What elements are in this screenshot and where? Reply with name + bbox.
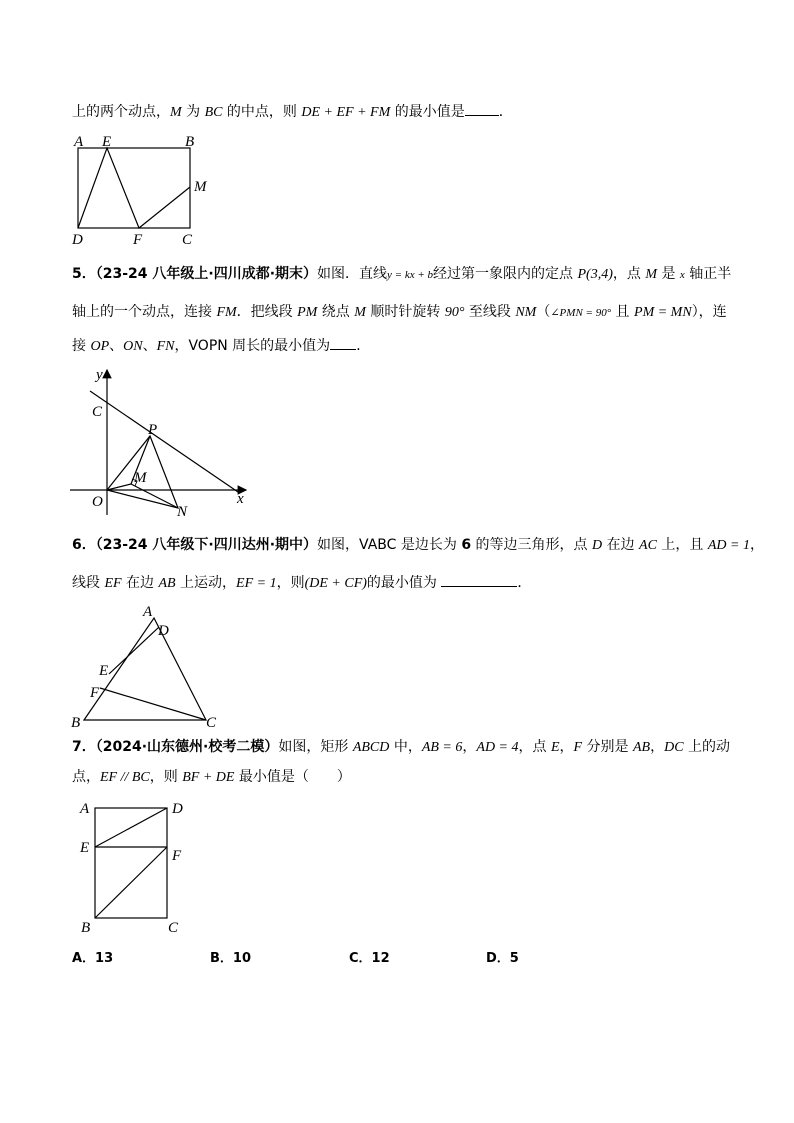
q7-text: 最小值是（ ）	[234, 769, 351, 785]
q7-text: 上的动	[683, 739, 730, 755]
q6-text: 在边	[602, 537, 640, 553]
q5-angle: 90°	[444, 305, 465, 320]
q6-text: 线段	[72, 575, 105, 591]
q5-segment-pm: PM	[297, 305, 318, 320]
q4-label-d: D	[72, 232, 83, 248]
q5-text: 如图．直线	[317, 266, 388, 282]
q6-ad-value: AD = 1	[707, 538, 750, 553]
q4-expression: DE + EF + FM	[301, 105, 391, 120]
q5-text: 经过第一象限内的定点	[433, 266, 578, 282]
q5-text: 、	[142, 338, 157, 354]
q5-text: 且	[611, 304, 635, 320]
q4-point-m: M	[170, 105, 182, 120]
q7-option-d[interactable]: D．5	[486, 951, 519, 966]
q6-side-ac: AC	[639, 538, 657, 553]
q4-text: ．	[498, 104, 513, 120]
q6-segment-ef: EF	[104, 576, 122, 591]
q5-text: 顺时针旋转	[365, 304, 445, 320]
q6-label-c: C	[206, 715, 217, 731]
q7-point-f: F	[573, 740, 583, 755]
q4-label-a: A	[74, 134, 84, 150]
q5-text: ．	[356, 338, 371, 354]
q6-text: 上，且	[656, 537, 708, 553]
q6-side-length: 6	[461, 537, 472, 553]
q7-parallel-condition: EF // BC	[100, 770, 150, 785]
q5-text: 轴上的一个动点，连接	[72, 304, 217, 320]
q5-text: 绕点	[317, 304, 355, 320]
q6-number: 6．	[72, 537, 96, 553]
q6-segment-de	[109, 627, 159, 674]
q5-segment-fm: FM	[216, 305, 237, 320]
q6-text: 如图，	[317, 537, 360, 553]
q7-side-dc: DC	[664, 740, 684, 755]
q6-text: ，	[749, 537, 764, 553]
q7-text: ，	[650, 739, 665, 755]
q5-text: 接	[72, 338, 91, 354]
q7-label-a: A	[80, 801, 90, 817]
q7-label-d: D	[172, 801, 183, 817]
q6-side-ab: AB	[158, 576, 176, 591]
q6-expression: (DE + CF)	[304, 576, 367, 591]
q5-text: ．把线段	[236, 304, 298, 320]
q6-text: 在边	[121, 575, 159, 591]
q5-line-2	[72, 302, 727, 323]
q6-segment-fc	[100, 688, 206, 720]
q6-figure	[70, 600, 230, 732]
q7-text: 如图，矩形	[278, 739, 353, 755]
q6-text: ，则	[276, 575, 305, 591]
q6-line-2	[72, 572, 531, 594]
q7-text: ，	[559, 739, 574, 755]
q5-text: 周长的最小值为	[227, 338, 331, 354]
q7-segment-bf	[95, 847, 167, 918]
q6-label-e: E	[99, 663, 109, 679]
q5-text: （	[536, 304, 551, 320]
q7-line-1	[72, 737, 730, 758]
q6-answer-blank	[441, 572, 517, 587]
q7-segment-ed	[95, 808, 167, 847]
q5-label-p: P	[148, 422, 158, 438]
q5-point-m: M	[645, 267, 658, 282]
q5-text: 轴正半	[684, 266, 732, 282]
q6-text: 是边长为	[396, 537, 462, 553]
q4-label-c: C	[182, 232, 193, 248]
q7-text: ，	[462, 739, 477, 755]
q4-text: 的最小值是	[390, 104, 465, 120]
q5-label-n: N	[177, 504, 188, 520]
q7-option-a[interactable]: A．13	[72, 951, 114, 966]
q7-text: ，则	[149, 769, 183, 785]
q7-label-b: B	[81, 920, 91, 936]
q7-text: 点，	[72, 769, 100, 785]
q4-segment-bc: BC	[204, 105, 223, 120]
q4-text: 的中点，则	[222, 104, 302, 120]
q5-text: 是	[657, 266, 680, 282]
q6-text: ．	[517, 575, 532, 591]
q4-text: 上的两个动点，	[72, 104, 170, 120]
q5-label-m: M	[134, 470, 147, 486]
q5-point-p: P(3,4)	[577, 267, 613, 282]
q5-text: 、	[109, 338, 124, 354]
q4-label-m: M	[194, 179, 207, 195]
q6-ef-value: EF = 1	[236, 576, 277, 591]
q5-segment-nm: NM	[515, 305, 537, 320]
q5-line-equation: y = kx + b	[387, 269, 434, 281]
q6-source: （23-24 八年级下·四川达州·期中）	[95, 537, 318, 553]
q7-number: 7．	[72, 739, 96, 755]
q5-point-m: M	[354, 305, 366, 320]
q6-text: 的等边三角形，点	[471, 537, 593, 553]
q5-line-3	[72, 335, 370, 357]
q7-option-b[interactable]: B．10	[210, 951, 251, 966]
q6-label-d: D	[158, 623, 169, 639]
q7-option-c[interactable]: C．12	[349, 951, 390, 966]
q7-rectangle-shape	[95, 808, 167, 918]
q7-label-c: C	[168, 920, 179, 936]
q6-line-1	[72, 535, 764, 556]
q5-label-c: C	[92, 404, 103, 420]
q5-segment-op: OP	[90, 339, 110, 354]
q4-label-b: B	[185, 134, 195, 150]
q7-label-f: F	[172, 848, 182, 864]
q6-label-b: B	[71, 715, 81, 731]
q5-line-kxb	[90, 391, 238, 492]
q4-answer-blank	[465, 101, 499, 116]
q5-label-o: O	[92, 494, 103, 510]
q7-text: ，点	[518, 739, 551, 755]
q6-label-f: F	[90, 685, 100, 701]
q7-text: 分别是	[582, 739, 633, 755]
q7-ad-value: AD = 4	[476, 740, 519, 755]
q5-text: ，	[174, 338, 189, 354]
q7-line-2	[72, 767, 351, 788]
q5-line-1	[72, 264, 731, 285]
q4-path-defm	[78, 148, 190, 228]
q5-text: 至线段	[464, 304, 516, 320]
q5-text: ），连	[691, 304, 727, 320]
q7-ab-value: AB = 6	[421, 740, 463, 755]
q7-label-e: E	[80, 840, 90, 856]
q5-label-y: y	[96, 367, 103, 383]
q5-figure	[70, 365, 255, 520]
q6-text: 上运动，	[175, 575, 237, 591]
q5-triangle-opn: VOPN	[188, 338, 228, 354]
q7-source: （2024·山东德州·校考二模）	[95, 739, 279, 755]
q7-figure	[70, 795, 200, 940]
q4-figure	[70, 130, 220, 250]
q7-side-ab: AB	[632, 740, 651, 755]
q5-label-x: x	[237, 491, 244, 507]
q5-answer-blank	[330, 335, 356, 350]
q7-text: 中，	[389, 739, 422, 755]
q6-point-d: D	[592, 538, 603, 553]
q5-x: x	[679, 269, 685, 281]
q7-expression: BF + DE	[182, 770, 235, 785]
q5-source: （23-24 八年级上·四川成都·期末）	[95, 266, 318, 282]
q6-label-a: A	[143, 604, 153, 620]
q6-triangle-abc: VABC	[359, 537, 397, 553]
q5-segment-on: ON	[123, 339, 143, 354]
q5-condition-equal: PM = MN	[634, 305, 692, 320]
q4-text-line	[72, 101, 513, 123]
q4-label-e: E	[102, 134, 112, 150]
q4-text: 为	[181, 104, 205, 120]
q4-label-f: F	[133, 232, 143, 248]
q5-text: ，点	[612, 266, 646, 282]
q7-rectangle-abcd: ABCD	[352, 740, 390, 755]
q5-segment-fn: FN	[156, 339, 175, 354]
q7-point-e: E	[550, 740, 560, 755]
q5-condition-angle: ∠PMN = 90°	[550, 307, 612, 319]
q6-text: 的最小值为	[366, 575, 442, 591]
q5-number: 5．	[72, 266, 96, 282]
